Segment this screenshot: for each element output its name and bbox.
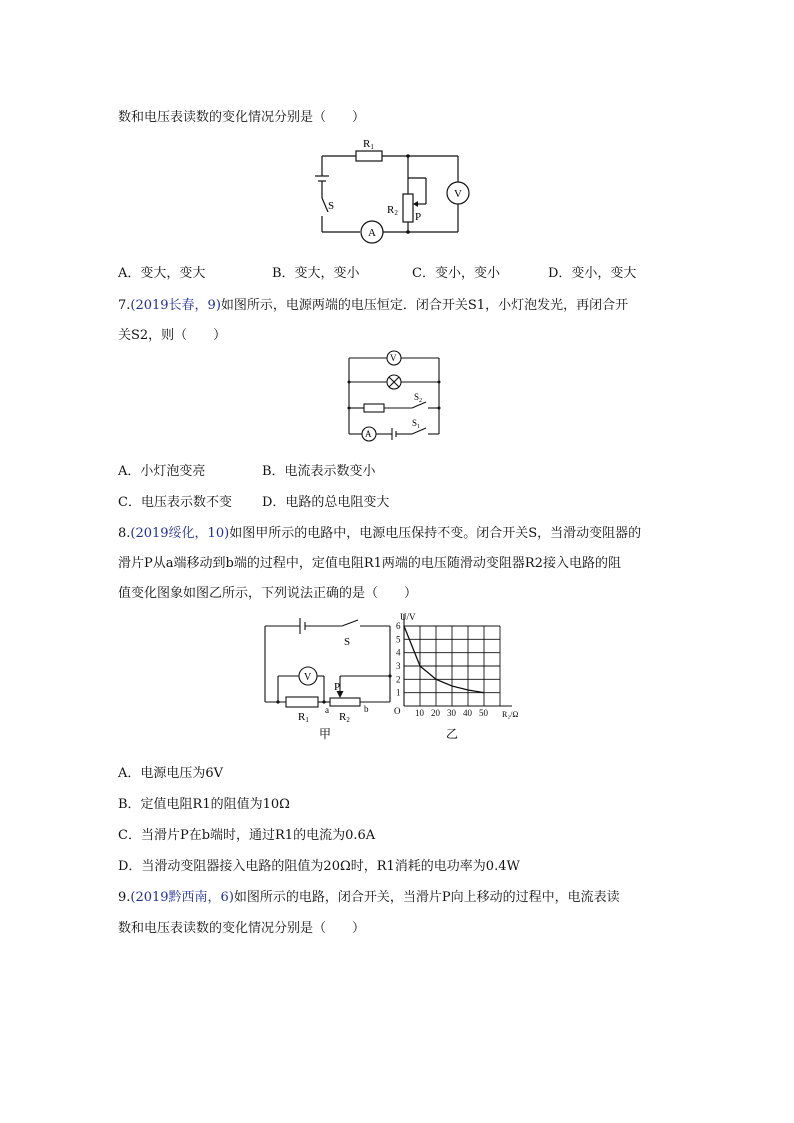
- label-s: S: [328, 200, 335, 212]
- q7-question-line2: 关S2，则（ ）: [118, 328, 227, 343]
- q8-option-a: A．电源电压为6V: [118, 766, 224, 781]
- x-tick-label: 40: [463, 708, 472, 718]
- q8-option-c: C．当滑片P在b端时，通过R1的电流为0.6A: [118, 828, 376, 843]
- q8-label-s: S: [344, 636, 351, 648]
- y-tick-label: 3: [396, 661, 401, 671]
- q7-option-b: B．电流表示数变小: [262, 464, 376, 479]
- q8-label-r2: R2: [339, 711, 350, 724]
- q7-question-line1: [118, 294, 628, 313]
- y-tick-label: 1: [396, 687, 401, 698]
- y-tick-label: 5: [396, 634, 401, 645]
- q7-option-c: C．电压表示数不变: [118, 495, 232, 510]
- q7-option-a: A．小灯泡变亮: [118, 464, 206, 479]
- q8-option-b: B．定值电阻R1的阻值为10Ω: [118, 797, 290, 812]
- origin-label: O: [394, 706, 401, 716]
- q9-number: 9.: [118, 890, 131, 905]
- label-r2: R2: [387, 204, 398, 217]
- q6-circuit-diagram: [312, 134, 474, 246]
- q8-option-d: D．当滑动变阻器接入电路的阻值为20Ω时，R1消耗的电功率为0.4W: [118, 859, 520, 874]
- q8-text1: 如图甲所示的电路中，电源电压保持不变。闭合开关S，当滑动变阻器的: [229, 526, 642, 541]
- q8-label-a: a: [325, 705, 329, 715]
- q6-option-b: B．变大，变小: [272, 266, 360, 281]
- ammeter-label: A: [368, 227, 376, 239]
- q7-source: (2019长春，9): [130, 298, 221, 313]
- q9-question-line1: [118, 886, 620, 905]
- q8-graph: [388, 610, 534, 744]
- voltmeter-label: V: [454, 188, 462, 200]
- q8-question-line2: 滑片P从a端移动到b端的过程中，定值电阻R1两端的电压随滑动变阻器R2接入电路的阻: [118, 556, 621, 571]
- q7-number: 7.: [118, 298, 131, 313]
- y-tick-label: 2: [396, 674, 401, 685]
- q7-option-d: D．电路的总电阻变大: [262, 495, 390, 510]
- rheostat-r2: [403, 194, 413, 222]
- q7-voltmeter-label: V: [390, 353, 397, 363]
- q8-number: 8.: [118, 526, 131, 541]
- q8-caption-yi: 乙: [446, 727, 459, 741]
- y-axis-label: U/V: [400, 612, 416, 622]
- x-tick-label: 30: [447, 708, 456, 718]
- q7-circuit-diagram: [344, 350, 444, 442]
- x-tick-label: 10: [415, 708, 424, 718]
- q8-label-r1: R1: [298, 711, 309, 724]
- q8-question-line3: 值变化图象如图乙所示，下列说法正确的是（ ）: [118, 586, 418, 601]
- q8-circuit-diagram: [262, 614, 398, 744]
- q6-option-a: A．变大，变大: [118, 266, 206, 281]
- q7-s2-label: $S_2$: [414, 392, 423, 404]
- q6-option-d: D．变小，变大: [548, 266, 637, 281]
- label-r1: R1: [363, 138, 374, 151]
- q8-source: (2019绥化，10): [130, 526, 230, 541]
- q8-question-line1: [118, 522, 641, 541]
- label-p: P: [415, 211, 422, 223]
- q9-text1: 如图所示的电路，闭合开关，当滑片P向上移动的过程中，电流表读: [233, 890, 620, 905]
- q6-question-tail: 数和电压表读数的变化情况分别是（ ）: [118, 110, 366, 125]
- x-axis-label: R₂/Ω: [502, 710, 519, 719]
- series-curve: [404, 626, 484, 693]
- q7-ammeter-label: A: [365, 429, 372, 439]
- q9-question-line2: 数和电压表读数的变化情况分别是（ ）: [118, 921, 366, 936]
- resistor-r1: [356, 151, 382, 161]
- q8-label-p: P: [334, 681, 341, 693]
- x-tick-label: 20: [431, 708, 440, 718]
- q8-caption-jia: 甲: [319, 727, 332, 741]
- q9-source: (2019黔西南，6): [130, 890, 234, 905]
- q7-s1-label: $S_1$: [412, 418, 421, 430]
- x-tick-label: 50: [479, 708, 488, 718]
- y-tick-label: 6: [396, 621, 401, 631]
- q8-label-b: b: [364, 704, 369, 714]
- q6-option-c: C．变小，变小: [412, 266, 500, 281]
- q7-text1: 如图所示，电源两端的电压恒定．闭合开关S1，小灯泡发光，再闭合开: [220, 298, 629, 313]
- q8-voltmeter-label: V: [304, 672, 312, 683]
- y-tick-label: 4: [396, 647, 401, 658]
